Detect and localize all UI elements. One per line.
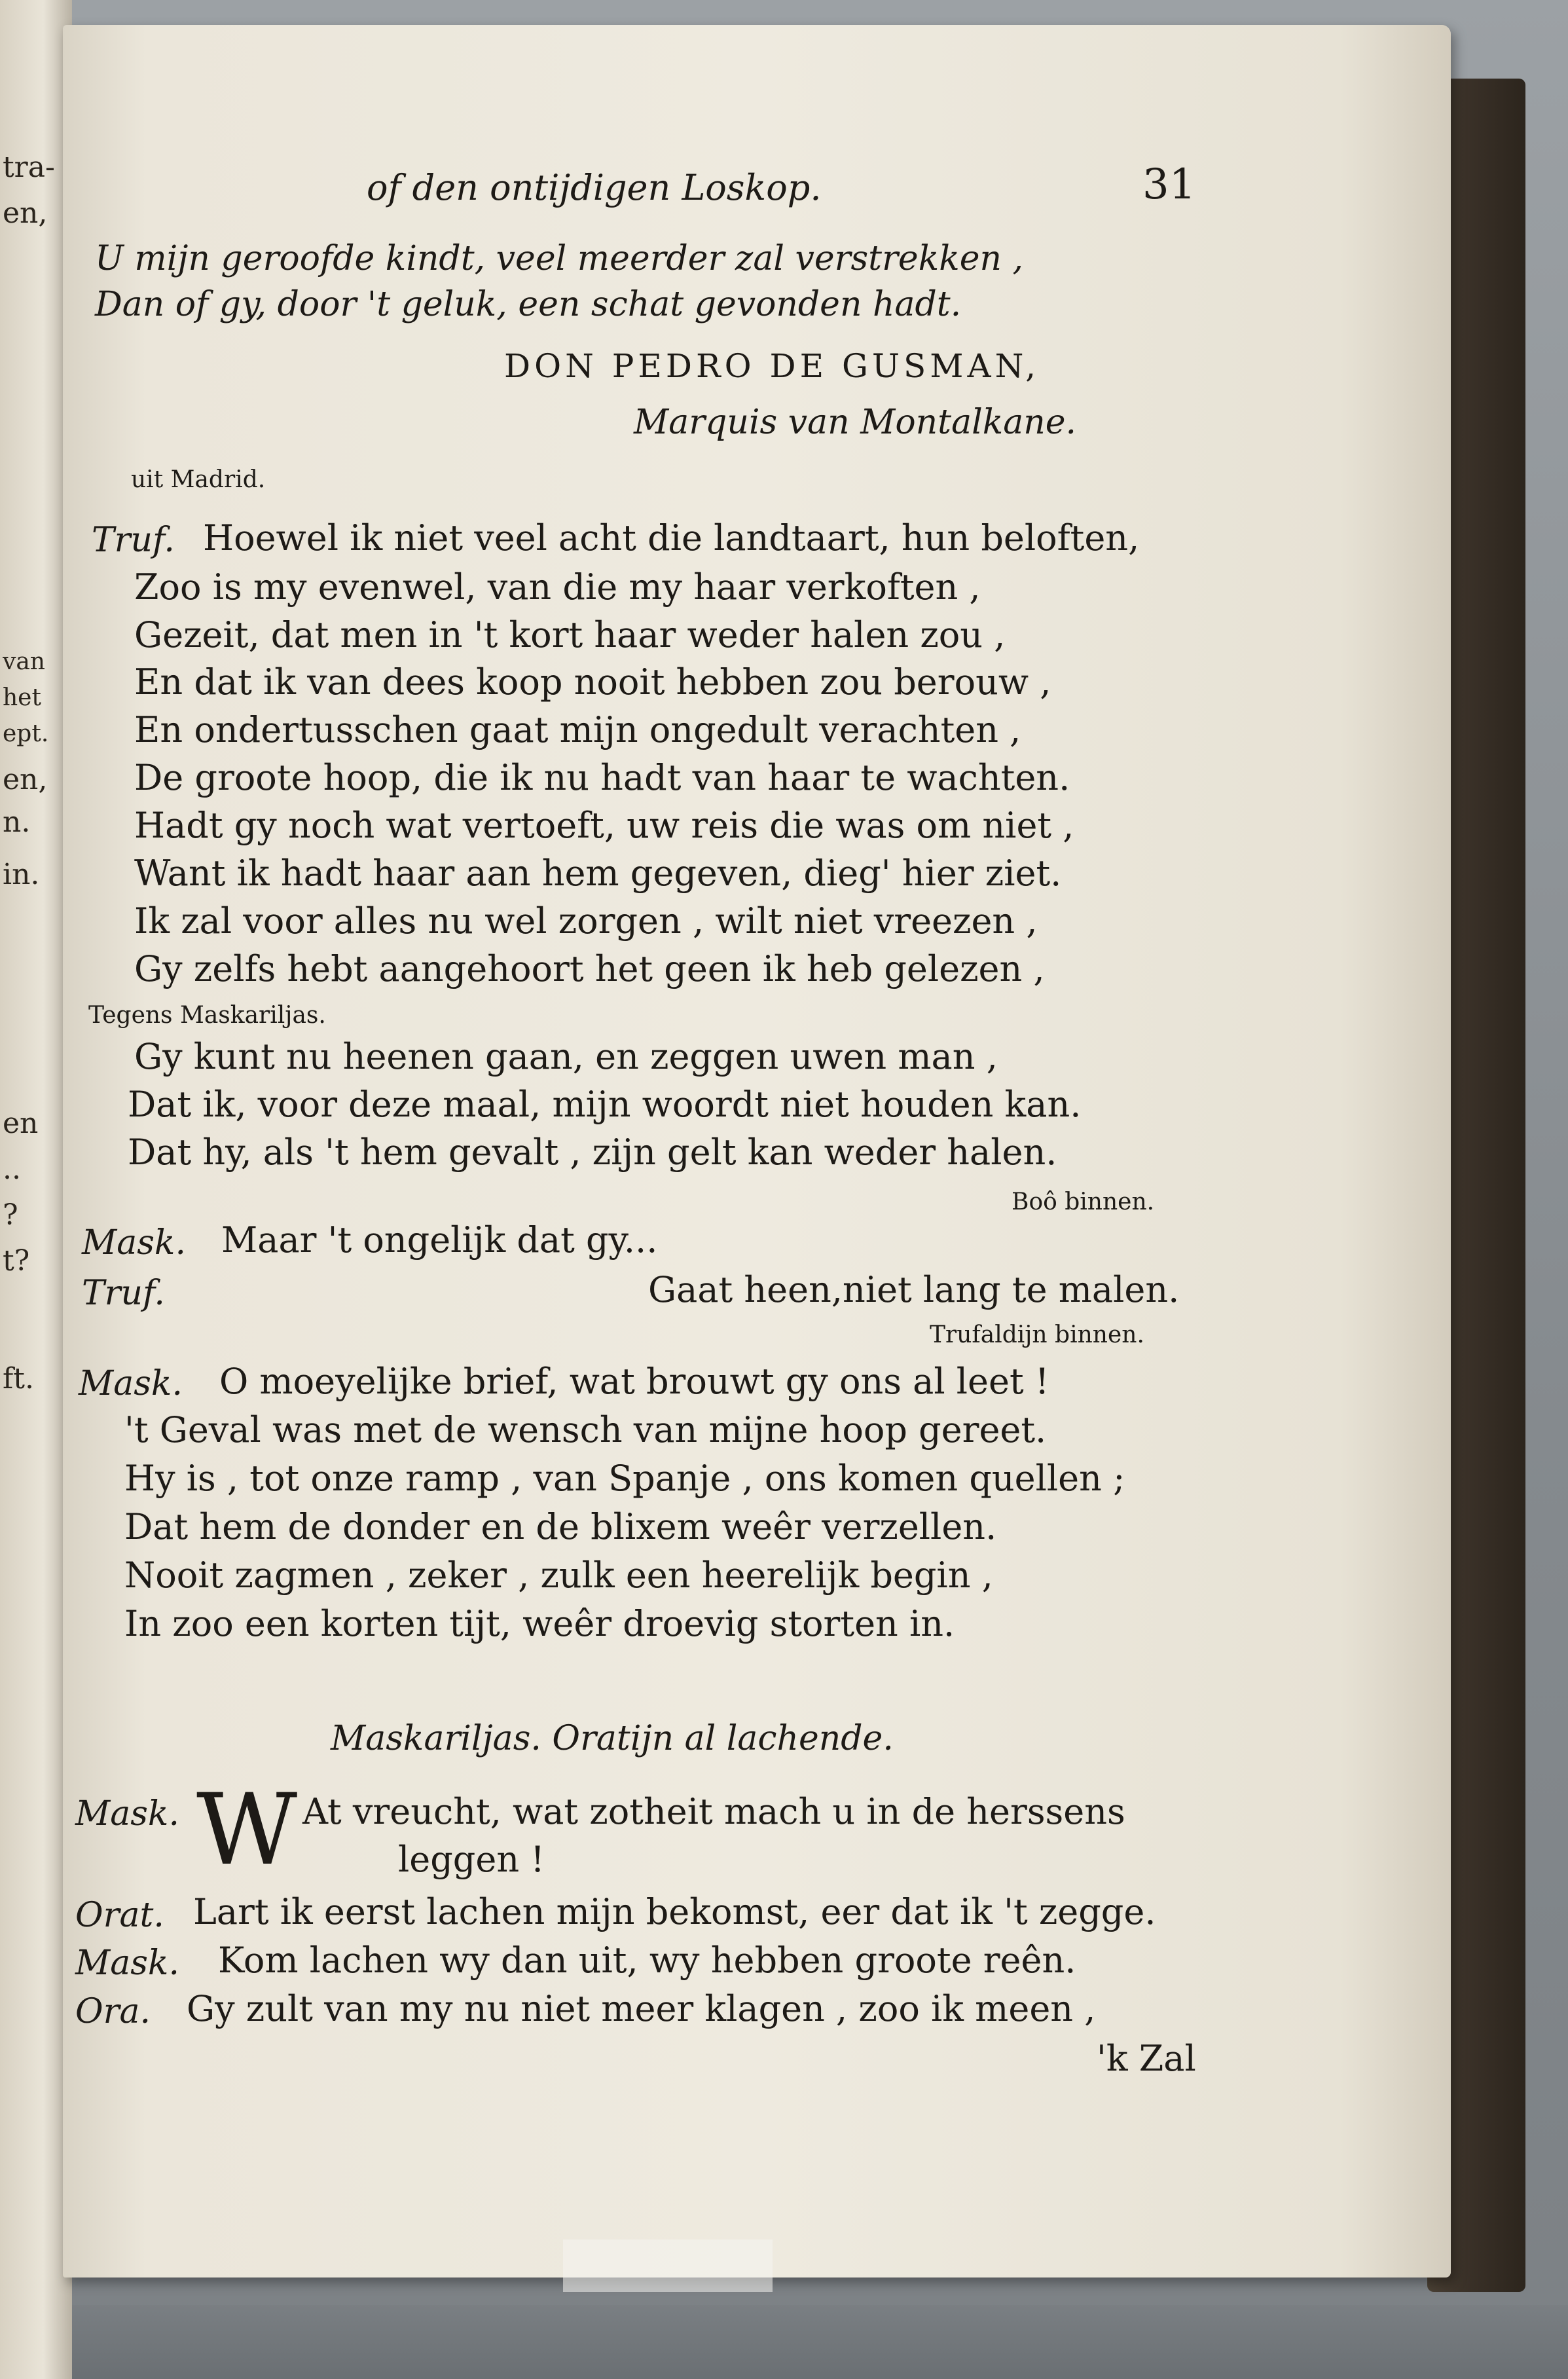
letter-line: Dan of gy, door 't geluk, een schat gevonden hadt. [95, 285, 962, 324]
letter-signature-title: Marquis van Montalkane. [634, 403, 1076, 442]
table-surface [0, 2305, 1568, 2379]
speaker-label: Mask. [79, 1364, 183, 1403]
letter-line: U mijn geroofde kindt, veel meerder zal verstrekken , [95, 239, 1024, 278]
stage-direction: Boô binnen. [1012, 1189, 1155, 1215]
verse-line: Zoo is my evenwel, van die my haar verkoften , [134, 566, 981, 608]
verse-line: Hy is , tot onze ramp , van Spanje , ons komen quellen ; [124, 1458, 1125, 1499]
verse-line: Dat ik, voor deze maal, mijn woordt niet houden kan. [128, 1084, 1082, 1125]
letter-signature: DON PEDRO DE GUSMAN, [504, 347, 1040, 385]
left-fragment: ept. [3, 720, 49, 747]
page-number: 31 [1142, 160, 1196, 209]
speaker-label: Ora. [75, 1992, 151, 2031]
verse-line: In zoo een korten tijt, weêr droevig storten in. [124, 1603, 955, 1644]
left-fragment: .. [3, 1153, 21, 1186]
running-title: of den ontijdigen Loskop. [367, 167, 822, 208]
verse-line: Gaat heen,niet lang te malen. [648, 1269, 1180, 1310]
verse-line: Lart ik eerst lachen mijn bekomst, eer dat ik 't zegge. [193, 1891, 1156, 1932]
left-fragment: en [3, 1107, 39, 1140]
left-fragment: en, [3, 196, 48, 230]
left-fragment: ? [3, 1198, 18, 1232]
left-fragment: n. [3, 805, 31, 839]
left-fragment: het [3, 684, 41, 711]
left-fragment: van [3, 648, 45, 675]
paper-patch [563, 2240, 773, 2292]
verse-line: Nooit zagmen , zeker , zulk een heerelijk begin , [124, 1555, 993, 1596]
letter-place: uit Madrid. [131, 466, 266, 493]
verse-line: Gy zelfs hebt aangehoort het geen ik heb gelezen , [134, 948, 1045, 989]
left-page-edge [0, 0, 72, 2379]
speaker-label: Mask. [82, 1223, 186, 1263]
verse-line: O moeyelijke brief, wat brouwt gy ons al leet ! [219, 1361, 1049, 1402]
drop-capital: W [196, 1773, 298, 1887]
stage-direction: Trufaldijn binnen. [930, 1321, 1144, 1348]
left-fragment: in. [3, 858, 40, 891]
verse-line: Ik zal voor alles nu wel zorgen , wilt niet vreezen , [134, 900, 1038, 942]
verse-line: leggen ! [398, 1839, 545, 1880]
verse-line: Hadt gy noch wat vertoeft, uw reis die was om niet , [134, 805, 1074, 846]
left-fragment: en, [3, 763, 48, 796]
verse-line: At vreucht, wat zotheit mach u in de herssens [302, 1791, 1125, 1832]
verse-line: Want ik hadt haar aan hem gegeven, dieg' hier ziet. [134, 853, 1062, 894]
verse-line: En ondertusschen gaat mijn ongedult verachten , [134, 709, 1021, 750]
speaker-label: Mask. [75, 1794, 179, 1834]
left-fragment: t? [3, 1244, 30, 1278]
verse-line: Gezeit, dat men in 't kort haar weder halen zou , [134, 614, 1006, 655]
stage-direction: Tegens Maskariljas. [88, 1002, 326, 1029]
verse-line: Maar 't ongelijk dat gy... [221, 1219, 658, 1261]
verse-line: Gy kunt nu heenen gaan, en zeggen uwen man , [134, 1036, 998, 1077]
left-fragment: ft. [3, 1362, 34, 1395]
catchword: 'k Zal [1097, 2038, 1196, 2079]
verse-line: 't Geval was met de wensch van mijne hoop gereet. [124, 1409, 1047, 1450]
verse-line: Gy zult van my nu niet meer klagen , zoo ik meen , [187, 1988, 1096, 2029]
speaker-label: Truf. [92, 521, 175, 560]
speaker-label: Orat. [75, 1896, 164, 1935]
left-fragment: tra- [3, 151, 55, 184]
verse-line: En dat ik van dees koop nooit hebben zou berouw , [134, 661, 1051, 703]
scene-heading: Maskariljas. Oratijn al lachende. [331, 1719, 894, 1758]
verse-line: Dat hem de donder en de blixem weêr verzellen. [124, 1506, 997, 1547]
verse-line: Dat hy, als 't hem gevalt , zijn gelt kan weder halen. [128, 1132, 1057, 1173]
verse-line: Kom lachen wy dan uit, wy hebben groote reên. [218, 1940, 1076, 1981]
verse-line: De groote hoop, die ik nu hadt van haar te wachten. [134, 757, 1070, 798]
speaker-label: Mask. [75, 1944, 179, 1983]
verse-line: Hoewel ik niet veel acht die landtaart, hun beloften, [203, 517, 1140, 559]
speaker-label: Truf. [82, 1274, 165, 1313]
